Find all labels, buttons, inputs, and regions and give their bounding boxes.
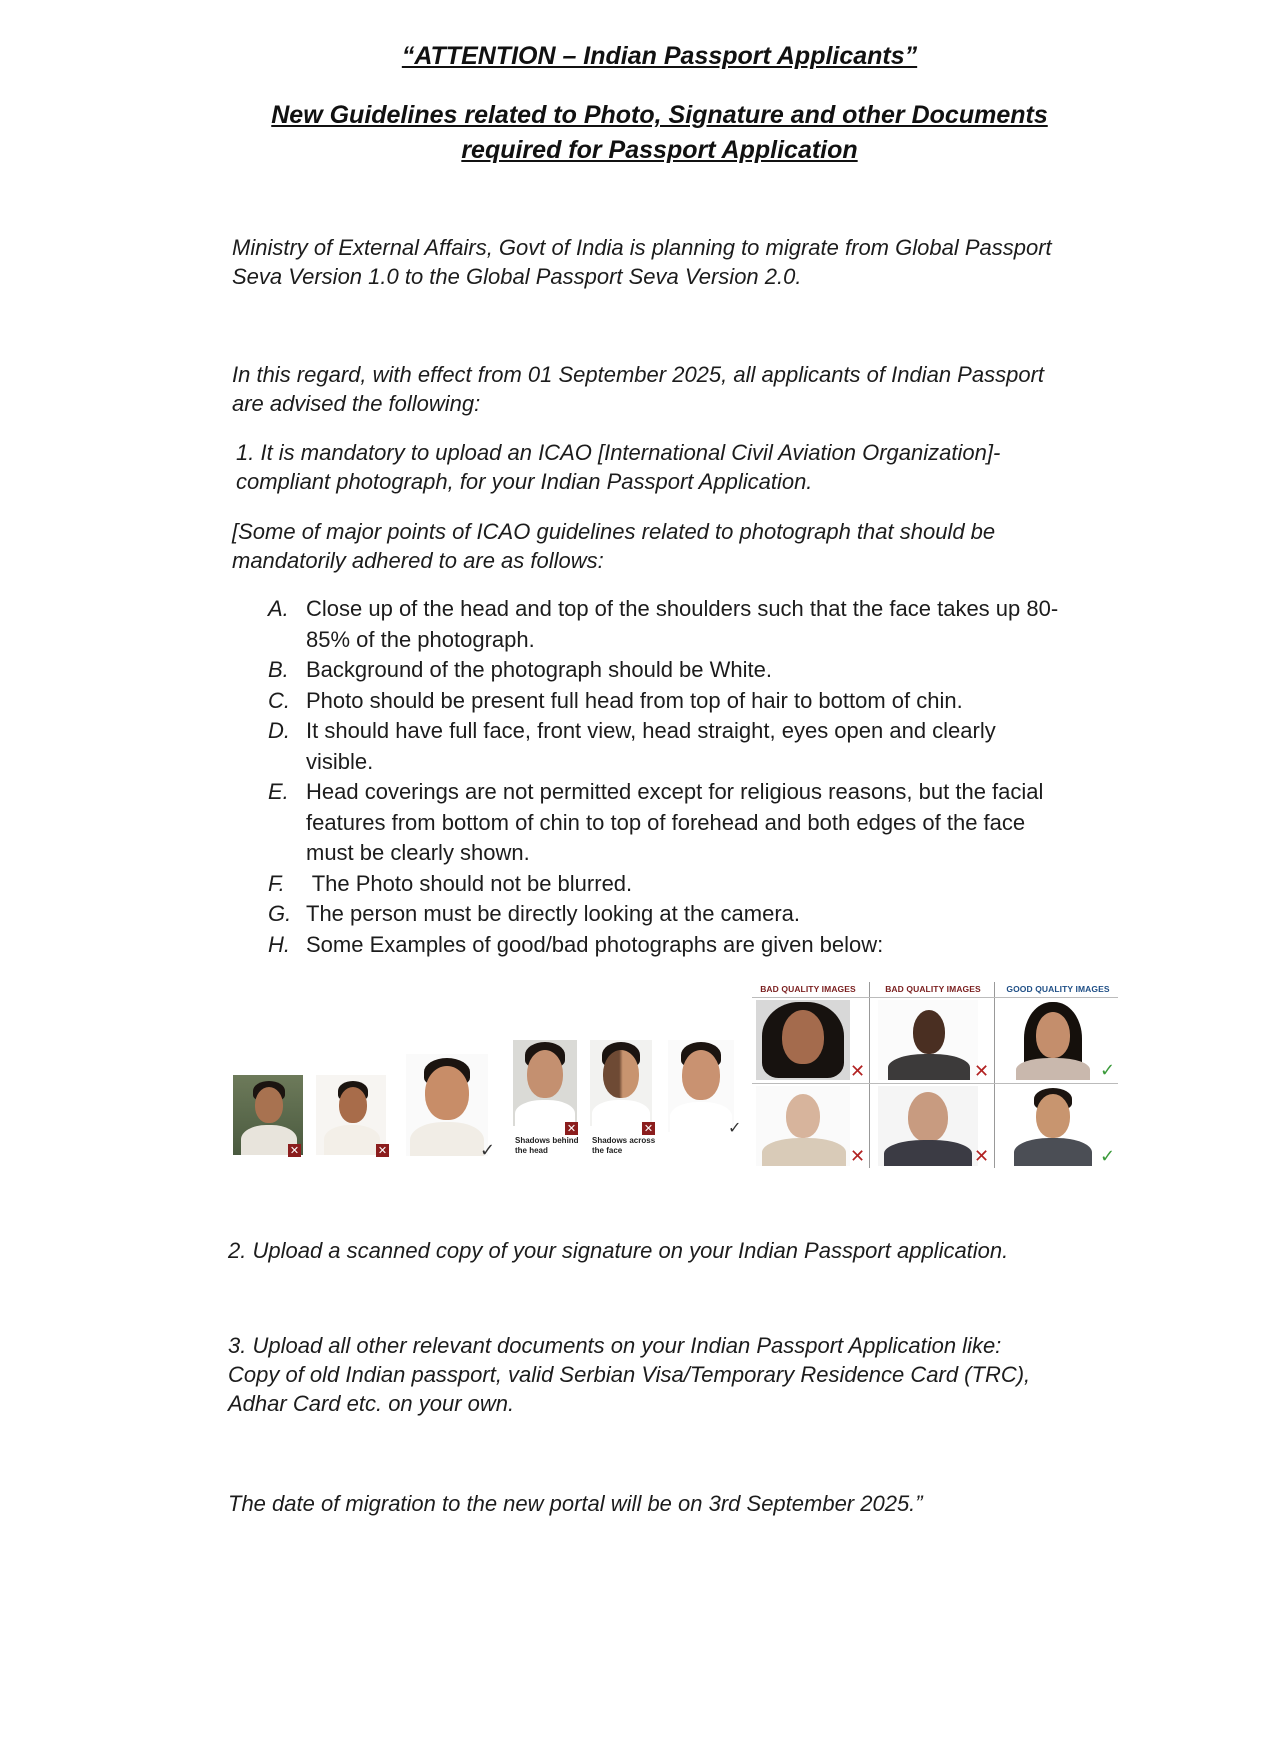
bad-example-box-mark: ✕ bbox=[643, 1122, 654, 1135]
guideline-text: Background of the photograph should be White. bbox=[306, 657, 772, 682]
guideline-letter: C. bbox=[268, 687, 290, 713]
example-photo bbox=[668, 1040, 734, 1132]
caption-line: Shadows behind bbox=[515, 1136, 579, 1145]
guideline-text: must be clearly shown. bbox=[306, 840, 530, 865]
item-2-line-1: 2. Upload a scanned copy of your signature on your Indian Passport application. bbox=[228, 1238, 1009, 1263]
photo-examples bbox=[228, 982, 1128, 1172]
example-photo bbox=[406, 1054, 488, 1156]
guideline-text: The person must be directly looking at the camera. bbox=[306, 901, 801, 926]
bad-example-box-mark: ✕ bbox=[566, 1122, 577, 1135]
bad-example-box-mark: ✕ bbox=[377, 1144, 388, 1157]
regard-line-2: are advised the following: bbox=[232, 391, 481, 416]
guideline-letter: G. bbox=[268, 901, 292, 926]
good-check-mark: ✓ bbox=[1100, 1146, 1116, 1167]
guideline-text: visible. bbox=[306, 748, 374, 774]
header-bad-quality-images: BAD QUALITY IMAGES bbox=[760, 984, 856, 994]
guideline-letter: F. bbox=[268, 870, 285, 896]
quality-example-photo bbox=[1006, 1086, 1100, 1166]
header-bad-quality-images: BAD QUALITY IMAGES bbox=[885, 984, 981, 994]
caption-line: Shadows across bbox=[592, 1136, 656, 1145]
guideline-text: Head coverings are not permitted except for religious reasons, but the facial bbox=[306, 779, 1044, 804]
example-photo bbox=[316, 1075, 386, 1155]
quality-example-photo bbox=[878, 1000, 978, 1080]
item-1-line-2: compliant photograph, for your Indian Passport Application. bbox=[236, 469, 813, 494]
quality-example-photo bbox=[1006, 1000, 1100, 1080]
guideline-item bbox=[268, 686, 1168, 717]
bad-x-mark: ✕ bbox=[850, 1146, 866, 1167]
bad-example-box-mark: ✕ bbox=[289, 1144, 300, 1157]
item-3-line-3: Adhar Card etc. on your own. bbox=[228, 1391, 515, 1416]
guideline-letter: A. bbox=[268, 596, 289, 621]
guideline-letter: E. bbox=[268, 779, 289, 804]
header-good-quality-images: GOOD QUALITY IMAGES bbox=[1006, 984, 1110, 994]
good-check-mark: ✓ bbox=[480, 1140, 496, 1161]
icao-intro-line-1: [Some of major points of ICAO guidelines related to photograph that should be bbox=[232, 519, 996, 544]
example-photo bbox=[233, 1075, 303, 1155]
guideline-item bbox=[268, 655, 1168, 686]
guideline-text: It should have full face, front view, head straight, eyes open and clearly bbox=[306, 718, 996, 743]
document-subtitle bbox=[40, 98, 1279, 168]
quality-example-photo bbox=[756, 1000, 850, 1080]
subtitle-line-2: required for Passport Application bbox=[461, 136, 858, 164]
bad-x-mark: ✕ bbox=[974, 1061, 990, 1082]
intro-line-2: Seva Version 1.0 to the Global Passport Seva Version 2.0. bbox=[232, 264, 802, 289]
guideline-item bbox=[268, 594, 1168, 655]
guideline-item bbox=[268, 869, 1168, 900]
caption-shadows-behind-head bbox=[515, 1136, 579, 1156]
item-3-documents bbox=[228, 1331, 1188, 1418]
grid-divider bbox=[752, 1083, 1118, 1084]
guideline-item bbox=[268, 899, 1168, 930]
regard-paragraph bbox=[232, 360, 1192, 418]
subtitle-line-1: New Guidelines related to Photo, Signature and other Documents bbox=[271, 101, 1048, 129]
grid-divider bbox=[869, 982, 870, 1168]
guideline-text: 85% of the photograph. bbox=[306, 626, 535, 652]
icao-intro-paragraph bbox=[232, 517, 1192, 575]
example-photo bbox=[513, 1040, 577, 1126]
caption-line: the face bbox=[592, 1146, 623, 1155]
item-1-photo-requirement bbox=[236, 438, 1196, 496]
item-1-line-1: 1. It is mandatory to upload an ICAO [International Civil Aviation Organization]- bbox=[236, 440, 1001, 465]
intro-line-1: Ministry of External Affairs, Govt of India is planning to migrate from Global Passport bbox=[232, 235, 1052, 260]
quality-example-photo bbox=[878, 1086, 978, 1166]
guideline-letter: D. bbox=[268, 718, 290, 743]
guideline-letter: H. bbox=[268, 931, 290, 957]
example-photo bbox=[590, 1040, 652, 1126]
guideline-item bbox=[268, 930, 1168, 961]
regard-line-1: In this regard, with effect from 01 September 2025, all applicants of Indian Passport bbox=[232, 362, 1045, 387]
bad-x-mark: ✕ bbox=[850, 1061, 866, 1082]
grid-divider bbox=[994, 982, 995, 1168]
guideline-item bbox=[268, 777, 1168, 869]
guideline-text: Close up of the head and top of the shoulders such that the face takes up 80- bbox=[306, 596, 1059, 621]
closing-line-1: The date of migration to the new portal will be on 3rd September 2025.” bbox=[228, 1491, 923, 1516]
caption-shadows-across-face bbox=[592, 1136, 655, 1156]
icao-guidelines-list bbox=[268, 594, 1168, 960]
good-check-mark: ✓ bbox=[728, 1118, 742, 1137]
guideline-text: Some Examples of good/bad photographs are given below: bbox=[306, 931, 884, 957]
grid-divider bbox=[752, 997, 1118, 998]
guideline-item bbox=[268, 716, 1168, 777]
quality-example-photo bbox=[756, 1086, 850, 1166]
guideline-text: features from bottom of chin to top of forehead and both edges of the face bbox=[306, 809, 1026, 835]
item-3-line-2: Copy of old Indian passport, valid Serbian Visa/Temporary Residence Card (TRC), bbox=[228, 1362, 1031, 1387]
closing-migration-date bbox=[228, 1489, 1188, 1518]
item-2-signature bbox=[228, 1236, 1188, 1265]
guideline-text: The Photo should not be blurred. bbox=[306, 870, 633, 896]
item-3-line-1: 3. Upload all other relevant documents on your Indian Passport Application like: bbox=[228, 1333, 1002, 1358]
good-check-mark: ✓ bbox=[1100, 1060, 1116, 1081]
guideline-text: Photo should be present full head from top of hair to bottom of chin. bbox=[306, 687, 963, 713]
intro-paragraph bbox=[232, 233, 1192, 291]
document-title: “ATTENTION – Indian Passport Applicants” bbox=[401, 42, 918, 70]
guideline-letter: B. bbox=[268, 657, 289, 682]
caption-line: the head bbox=[515, 1146, 548, 1155]
bad-x-mark: ✕ bbox=[974, 1146, 990, 1167]
icao-intro-line-2: mandatorily adhered to are as follows: bbox=[232, 548, 604, 573]
